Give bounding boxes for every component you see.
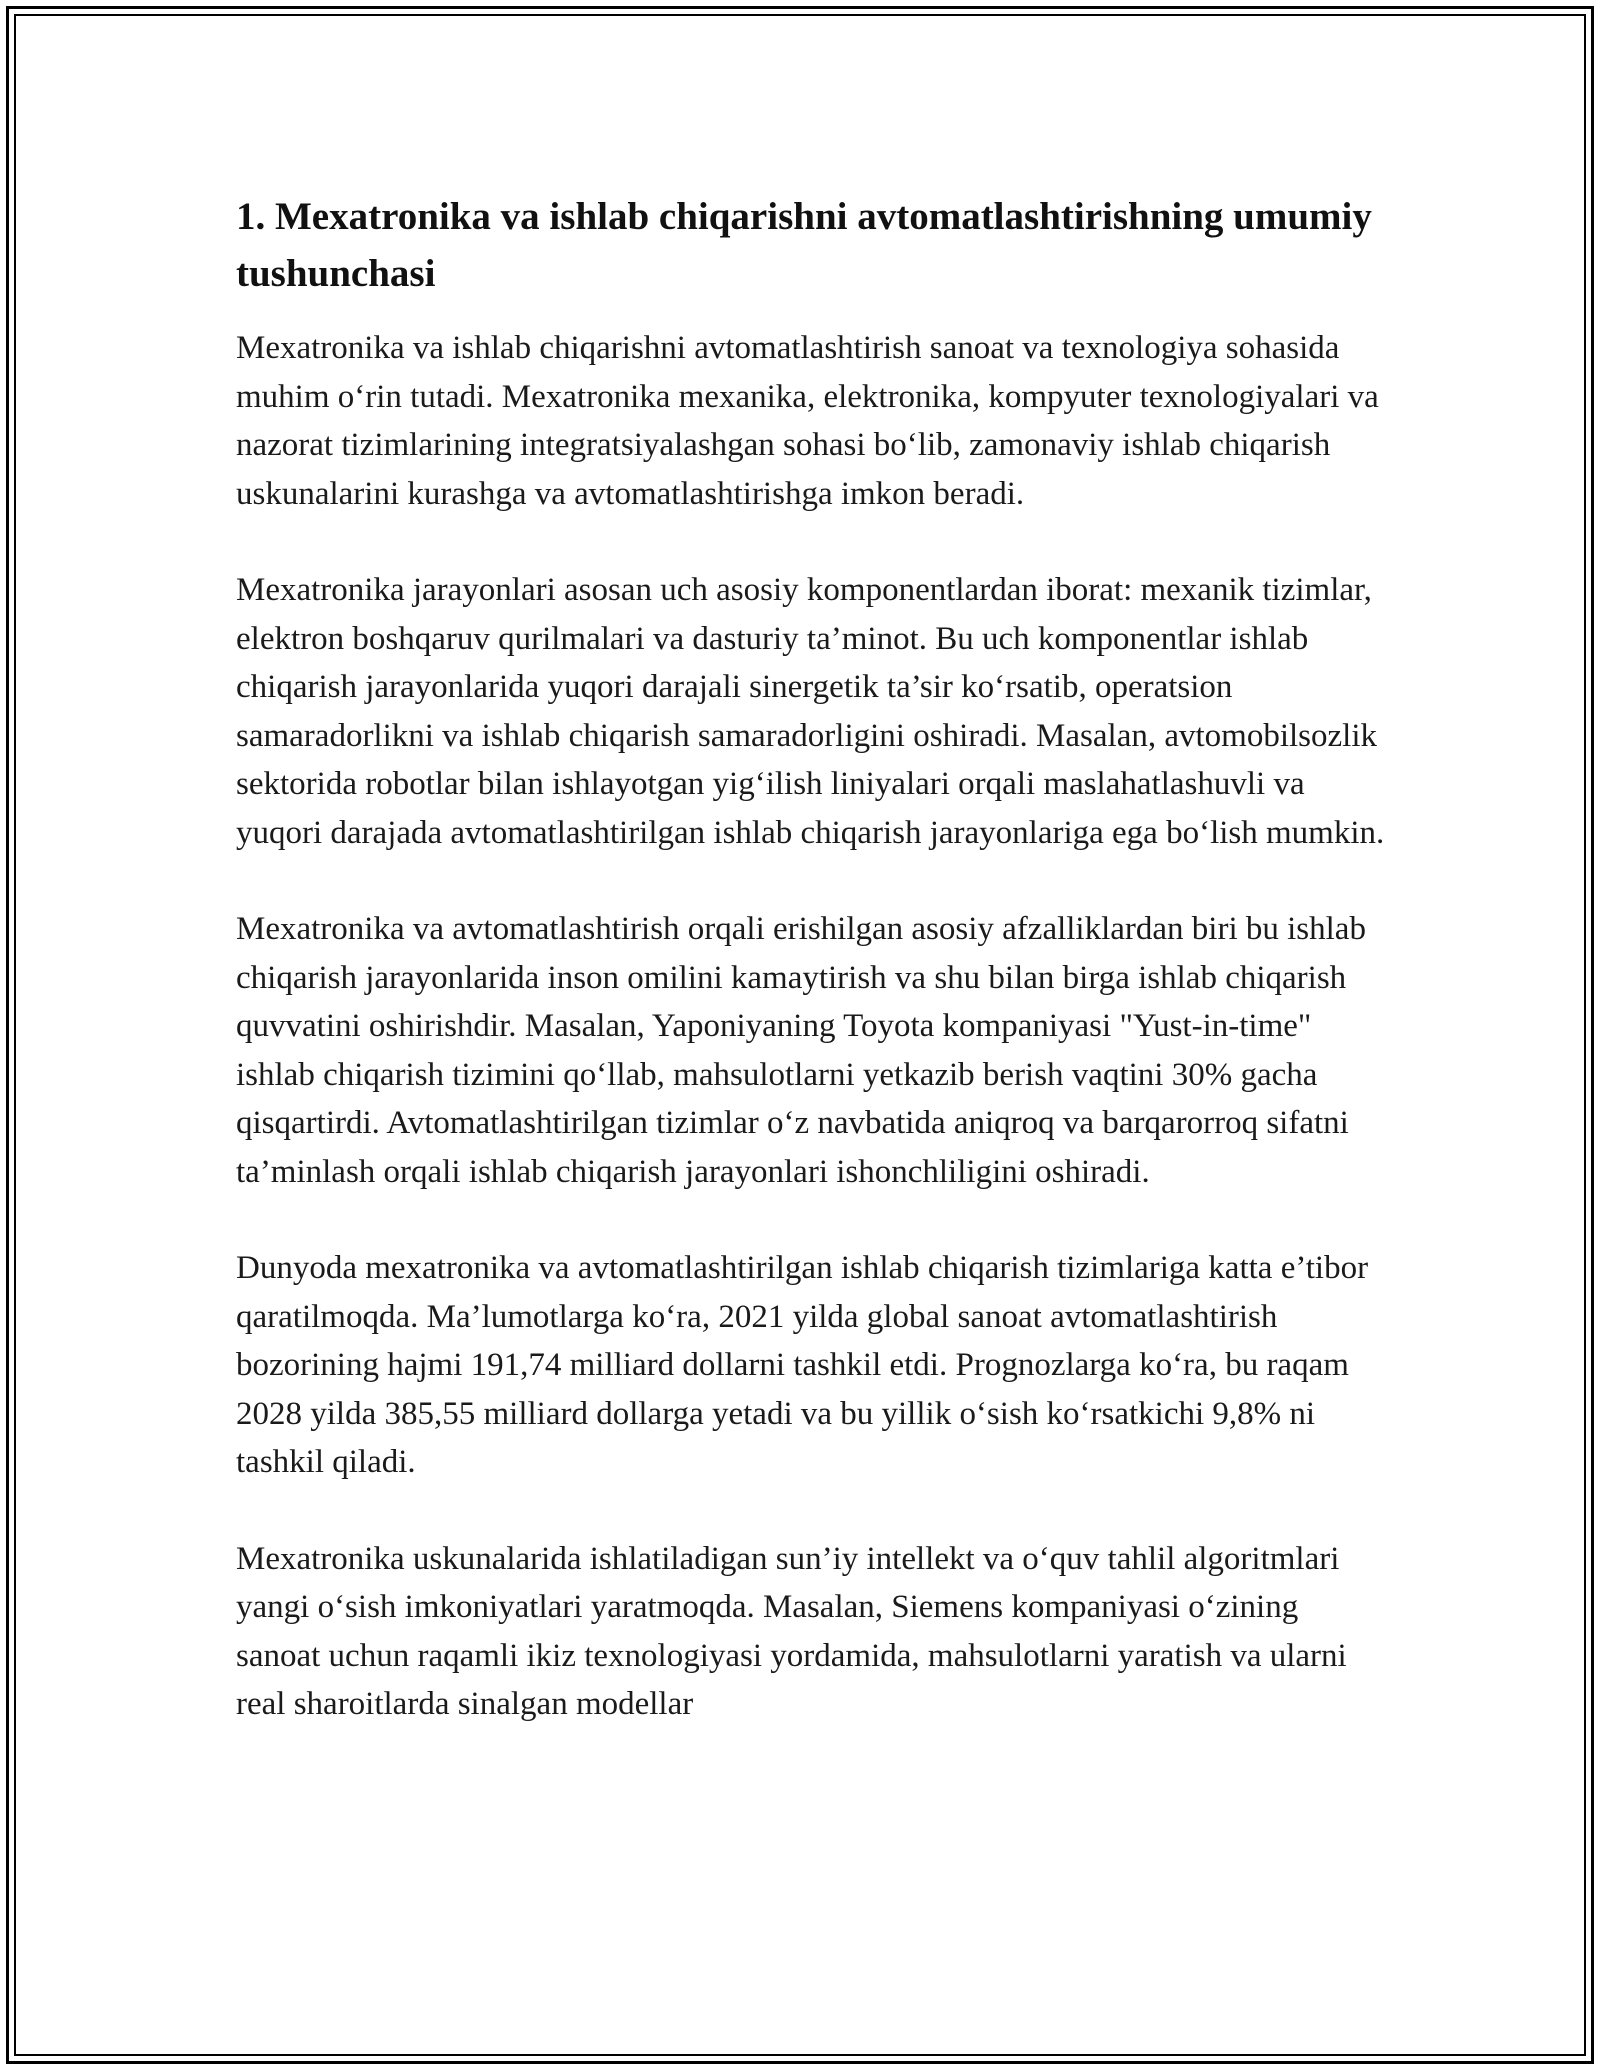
section-heading: 1. Mexatronika va ishlab chiqarishni avtomatlashtirishning umumiy tushunchasi	[236, 195, 1372, 295]
paragraph-intro: Mexatronika va ishlab chiqarishni avtomatlashtirish sanoat va texnologiya sohasida muhim o‘rin tutadi. Mexatronika mexanika, elektronika, kompyuter texnologiyalari va nazorat tizimlarining integratsiyalashgan sohasi bo‘lib, zamonaviy ishlab chiqarish uskunalarini kurashga va avtomatlashtirishga imkon beradi.	[236, 330, 1379, 512]
paragraph-advantages: Mexatronika va avtomatlashtirish orqali erishilgan asosiy afzalliklardan biri bu ishlab chiqarish jarayonlarida inson omilini kamaytirish va shu bilan birga ishlab chiqarish quvvatini oshirishdir. Masalan, Yaponiyaning Toyota kompaniyasi "Yust-in-time" ishlab chiqarish tizimini qo‘llab, mahsulotlarni yetkazib berish vaqtini 30% gacha qisqartirdi. Avtomatlashtirilgan tizimlar o‘z navbatida aniqroq va barqarorroq sifatni ta’minlash orqali ishlab chiqarish jarayonlari ishonchliligini oshiradi.	[236, 911, 1366, 1190]
paragraph-market: Dunyoda mexatronika va avtomatlashtirilgan ishlab chiqarish tizimlariga katta e’tibor qaratilmoqda. Ma’lumotlarga ko‘ra, 2021 yilda global sanoat avtomatlashtirish bozorining hajmi 191,74 milliard dollarni tashkil etdi. Prognozlarga ko‘ra, bu raqam 2028 yilda 385,55 milliard dollarga yetadi va bu yillik o‘sish ko‘rsatkichi 9,8% ni tashkil qiladi.	[236, 1250, 1369, 1480]
paragraph-ai: Mexatronika uskunalarida ishlatiladigan sun’iy intellekt va o‘quv tahlil algoritmlari yangi o‘sish imkoniyatlari yaratmoqda. Masalan, Siemens kompaniyasi o‘zining sanoat uchun raqamli ikiz texnologiyasi yordamida, mahsulotlarni yaratish va ularni real sharoitlarda sinalgan modellar	[236, 1540, 1347, 1722]
paragraph-components: Mexatronika jarayonlari asosan uch asosiy komponentlardan iborat: mexanik tizimlar, elektron boshqaruv qurilmalari va dasturiy ta’minot. Bu uch komponentlar ishlab chiqarish jarayonlarida yuqori darajali sinergetik ta’sir ko‘rsatib, operatsion samaradorlikni va ishlab chiqarish samaradorligini oshiradi. Masalan, avtomobilsozlik sektorida robotlar bilan ishlayotgan yig‘ilish liniyalari orqali maslahatlashuvli va yuqori darajada avtomatlashtirilgan ishlab chiqarish jarayonlariga ega bo‘lish mumkin.	[236, 572, 1385, 851]
document-page	[236, 188, 1386, 1777]
